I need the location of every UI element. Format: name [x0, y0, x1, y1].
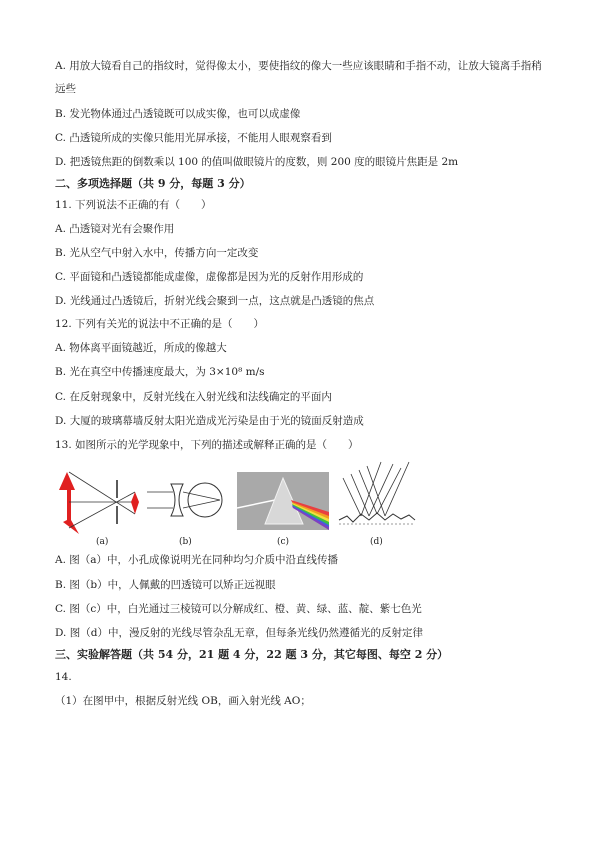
- option-a-text: A. 用放大镜看自己的指纹时，觉得像太小，要使指纹的像大一些应该眼睛和手指不动，让放大镜离手指稍: [55, 60, 542, 72]
- question-11-option-d: D. 光线通过凸透镜后，折射光线会聚到一点，这点就是凸透镜的焦点: [55, 295, 375, 307]
- inverted-image: [131, 492, 139, 514]
- option-b-text: B. 发光物体通过凸透镜既可以成实像，也可以成虚像: [55, 108, 301, 120]
- figure-d-caption: (d): [370, 537, 383, 547]
- red-arrow-object: [59, 472, 79, 534]
- question-12-option-a: A. 物体离平面镜越近，所成的像越大: [55, 342, 227, 354]
- figure-c-prism: [237, 472, 329, 530]
- section-heading-experiments: 三、实验解答题（共 54 分，21 题 4 分，22 题 3 分，其它每图、每空 2 分）: [55, 648, 449, 661]
- figure-c-caption: (c): [277, 537, 290, 547]
- question-12-option-d: D. 大厦的玻璃幕墙反射太阳光造成光污染是由于光的镜面反射造成: [55, 415, 364, 427]
- question-13-stem: 13. 如图所示的光学现象中，下列的描述或解释正确的是（ ）: [55, 439, 359, 451]
- eyeball-icon: [188, 483, 222, 517]
- question-13-option-b: B. 图（b）中，人佩戴的凹透镜可以矫正远视眼: [55, 579, 276, 591]
- concave-lens-icon: [171, 484, 183, 516]
- question-12-option-b: B. 光在真空中传播速度最大，为 3×10⁸ m/s: [55, 366, 265, 378]
- figure-d-diffuse-reflection: [337, 458, 417, 530]
- figure-b-eye-lens: [145, 472, 225, 532]
- question-13-option-a: A. 图（a）中，小孔成像说明光在同种均匀介质中沿直线传播: [55, 554, 339, 566]
- option-c-text: C. 凸透镜所成的实像只能用光屏承接，不能用人眼观察看到: [55, 132, 332, 144]
- section-heading-multiple-choice: 二、多项选择题（共 9 分，每题 3 分）: [55, 177, 251, 190]
- question-12-stem: 12. 下列有关光的说法中不正确的是（ ）: [55, 318, 265, 330]
- option-a-text-continued: 远些: [55, 83, 76, 95]
- question-13-option-c: C. 图（c）中，白光通过三棱镜可以分解成红、橙、黄、绿、蓝、靛、紫七色光: [55, 603, 422, 615]
- question-12-option-c: C. 在反射现象中，反射光线在入射光线和法线确定的平面内: [55, 391, 332, 403]
- figure-a-caption: (a): [96, 537, 109, 547]
- figure-b-caption: (b): [179, 537, 192, 547]
- question-11-option-b: B. 光从空气中射入水中，传播方向一定改变: [55, 247, 259, 259]
- question-11-stem: 11. 下列说法不正确的有（ ）: [55, 199, 212, 211]
- question-14-number: 14.: [55, 671, 72, 683]
- rough-surface: [339, 513, 415, 522]
- question-11-option-a: A. 凸透镜对光有会聚作用: [55, 223, 175, 235]
- question-13-option-d: D. 图（d）中，漫反射的光线尽管杂乱无章，但每条光线仍然遵循光的反射定律: [55, 627, 423, 639]
- option-d-text: D. 把透镜焦距的倒数乘以 100 的值叫做眼镜片的度数，则 200 度的眼镜片焦距是 2m: [55, 156, 459, 168]
- question-11-option-c: C. 平面镜和凸透镜都能成虚像，虚像都是因为光的反射作用形成的: [55, 271, 364, 283]
- question-14-part-1: （1）在图甲中，根据反射光线 OB，画入射光线 AO；: [55, 695, 311, 707]
- figure-a-pinhole: [55, 462, 145, 537]
